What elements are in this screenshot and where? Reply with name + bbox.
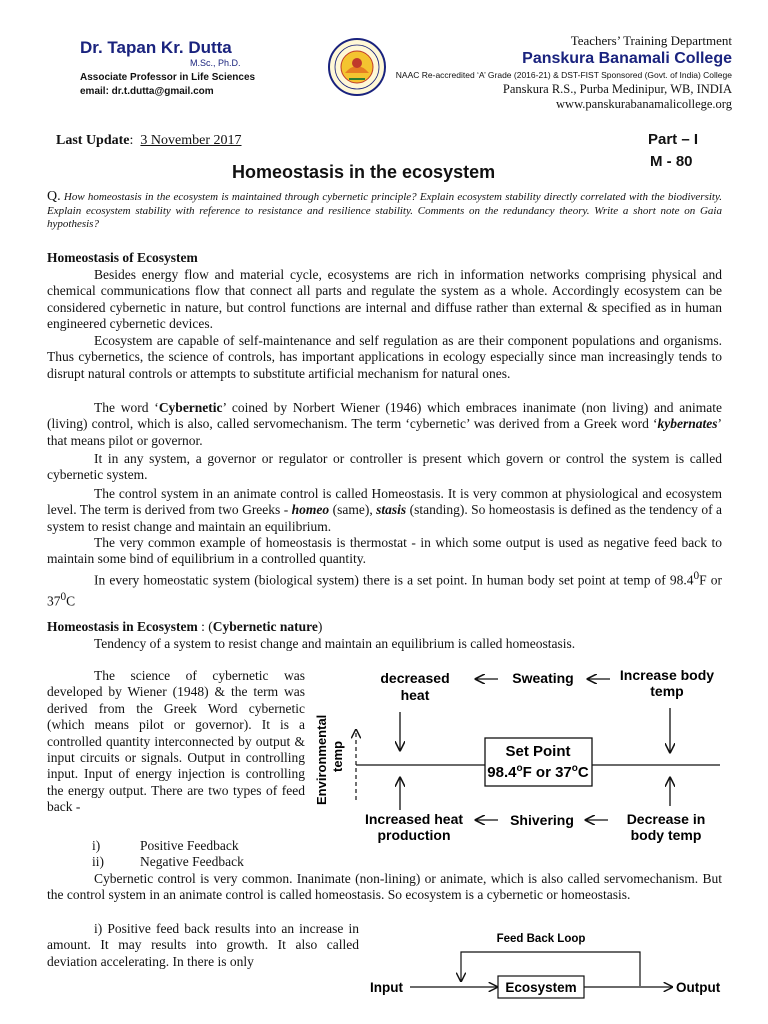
input-label: Input bbox=[370, 980, 403, 995]
set-point-label: Set Point bbox=[505, 743, 571, 760]
sp-sup-2: o bbox=[571, 763, 578, 774]
last-update-date: 3 November 2017 bbox=[140, 133, 242, 148]
s2-heading-b: Cybernetic nature bbox=[212, 619, 318, 634]
sp-val-c: C bbox=[577, 764, 589, 781]
last-update-sep: : bbox=[129, 133, 134, 148]
module-label: M - 80 bbox=[650, 153, 693, 170]
section2-intro: Tendency of a system to resist change and maintain an equilibrium is called homeostasis. bbox=[94, 636, 576, 651]
college-website: www.panskurabanamalicollege.org bbox=[556, 97, 732, 111]
label-heat: heat bbox=[400, 687, 430, 703]
cybernetic-side-paragraph: The science of cybernetic was developed by Wiener (1948) & the term was derived from the Greek Word cybernetic (which means pilot or governor). It is a controlled quantity interconnected by output & input circuits or signals. Output in controlling input. Input of energy injection is controlling the energy output. There are two types of feed back - bbox=[47, 668, 305, 815]
feedback-loop-title: Feed Back Loop bbox=[496, 933, 586, 945]
p7-text-b: F or 37 bbox=[47, 572, 722, 609]
question-prefix: Q. bbox=[47, 189, 61, 204]
p5-keyword-homeo: homeo bbox=[291, 502, 330, 518]
paragraph-2: Ecosystem are capable of self-maintenance and self regulation as are their component populations and organisms. Thus cybernetics, the science of controls, has important applications in ecology especially since man increasingly tends to disrupt natural controls or attempts to substitute artificial mechanism for natural ones. bbox=[47, 333, 722, 381]
p3-keyword-kybernates: kybernates bbox=[657, 416, 718, 432]
label-decrease-in: Decrease in bbox=[626, 811, 706, 827]
p3-keyword-cybernetic: Cybernetic bbox=[158, 400, 223, 415]
ecosystem-label: Ecosystem bbox=[505, 980, 577, 995]
author-degree: M.Sc., Ph.D. bbox=[190, 58, 241, 68]
p5-text-b: (same), bbox=[329, 502, 377, 518]
label-shivering: Shivering bbox=[510, 812, 574, 828]
college-logo-icon bbox=[327, 37, 387, 97]
question bbox=[47, 190, 722, 232]
feedback-item-1-num: i) bbox=[92, 838, 101, 853]
question-text: How homeostasis in the ecosystem is maintained through cybernetic principle? Explain ecosystem stability directly correlated with the biodiversity. Explain ecosystem stability with reference to resistance and resilience stability. Comments on the redundancy theory. Write a short note on Gaia hypothesis? bbox=[47, 191, 722, 230]
feedback-loop-diagram bbox=[360, 924, 730, 1020]
author-email: email: dr.t.dutta@gmail.com bbox=[80, 86, 214, 97]
paragraph-5 bbox=[47, 486, 722, 535]
paragraph-1: Besides energy flow and material cycle, ecosystems are rich in information networks comprising physical and chemical communications flow that connect all parts and regulate the system as a whole. Accordingly ecosystem can be considered cybernetic in nature, but control functions are internal and diffuse rather than external & specified as in human engineered cybernetic devices. bbox=[47, 267, 722, 332]
p7-sup-1: 0 bbox=[693, 570, 700, 582]
p3-text-a: The word ‘ bbox=[94, 400, 159, 415]
p3-text-c: ’ that means pilot or governor. bbox=[47, 416, 722, 448]
output-label: Output bbox=[676, 980, 721, 995]
last-update-label: Last Update bbox=[56, 133, 130, 148]
section-heading-homeostasis-of-ecosystem: Homeostasis of Ecosystem bbox=[47, 250, 198, 265]
section-heading-homeostasis-in-ecosystem bbox=[47, 619, 722, 635]
p7-sup-2: 0 bbox=[60, 590, 67, 603]
s2-heading-c: ) bbox=[317, 619, 323, 634]
sp-val-a: 98.4 bbox=[487, 764, 517, 781]
homeostasis-diagram bbox=[300, 660, 730, 850]
page-title: Homeostasis in the ecosystem bbox=[232, 162, 496, 182]
sp-val-b: F or 37 bbox=[522, 764, 572, 781]
label-increase-body: Increase body bbox=[619, 667, 715, 683]
last-update bbox=[56, 133, 242, 149]
sp-sup-1: o bbox=[516, 763, 523, 774]
axis-label-environmental: Environmental bbox=[314, 714, 329, 805]
p3-text-b: ’ coined by Norbert Wiener (1946) which embraces inanimate (non living) and animate (living) control, which is also, called servomechanism. The term ‘cybernetic’ was derived from a Greek word ‘ bbox=[47, 400, 723, 432]
feedback-item-1: Positive Feedback bbox=[140, 838, 239, 853]
label-production: production bbox=[377, 827, 451, 843]
accreditation: NAAC Re-accredited ‘A’ Grade (2016-21) & DST-FIST Sponsored (Govt. of India) College bbox=[395, 70, 732, 80]
label-body-temp: body temp bbox=[630, 827, 702, 843]
author-title: Associate Professor in Life Sciences bbox=[80, 72, 256, 83]
label-decreased: decreased bbox=[380, 670, 450, 686]
college-address: Panskura R.S., Purba Medinipur, WB, INDIA bbox=[502, 82, 732, 96]
paragraph-4: It in any system, a governor or regulator or controller is present which govern or control the system is called cybernetic system. bbox=[47, 451, 722, 483]
paragraph-cybernetic-control: Cybernetic control is very common. Inanimate (non-lining) or animate, which is also called servomechanism. But the control system in an animate control is called homeostasis. So ecosystem is a cybernetic or homeostasis. bbox=[47, 871, 722, 903]
axis-label-temp: temp bbox=[330, 740, 345, 772]
paragraph-positive-feedback: i) Positive feed back results into an increase in amount. It may results into growth. It also called deviation accelerating. In there is only bbox=[47, 921, 359, 969]
label-increased-heat: Increased heat bbox=[364, 811, 464, 827]
p5-text-c: (standing). So homeostasis is defined as the tendency of a system to resist change and maintain an equilibrium. bbox=[47, 502, 722, 534]
paragraph-7 bbox=[47, 568, 722, 610]
label-temp: temp bbox=[650, 683, 684, 699]
department: Teachers’ Training Department bbox=[570, 33, 732, 48]
college-name: Panskura Banamali College bbox=[522, 50, 732, 67]
p7-text-a: In every homeostatic system (biological system) there is a set point. In human body set point at temp of 98.4 bbox=[94, 572, 694, 588]
s2-heading-sep: : ( bbox=[197, 619, 213, 634]
p7-text-c: C bbox=[66, 593, 76, 609]
p5-keyword-stasis: stasis bbox=[376, 502, 407, 518]
paragraph-3 bbox=[47, 400, 722, 449]
label-sweating: Sweating bbox=[512, 670, 574, 686]
s2-heading-a: Homeostasis in Ecosystem bbox=[47, 619, 198, 634]
part-label: Part – I bbox=[648, 131, 699, 148]
author-name: Dr. Tapan Kr. Dutta bbox=[80, 38, 232, 57]
paragraph-6: The very common example of homeostasis is thermostat - in which some output is used as negative feed back to maintain some bind of equilibrium in a controlled quantity. bbox=[47, 535, 722, 567]
p5-text-a: The control system in an animate control is called Homeostasis. It is very common at physiological and ecosystem level. The term is derived from two Greeks - bbox=[47, 486, 722, 518]
feedback-item-2: Negative Feedback bbox=[140, 854, 244, 869]
feedback-item-2-num: ii) bbox=[92, 854, 104, 869]
